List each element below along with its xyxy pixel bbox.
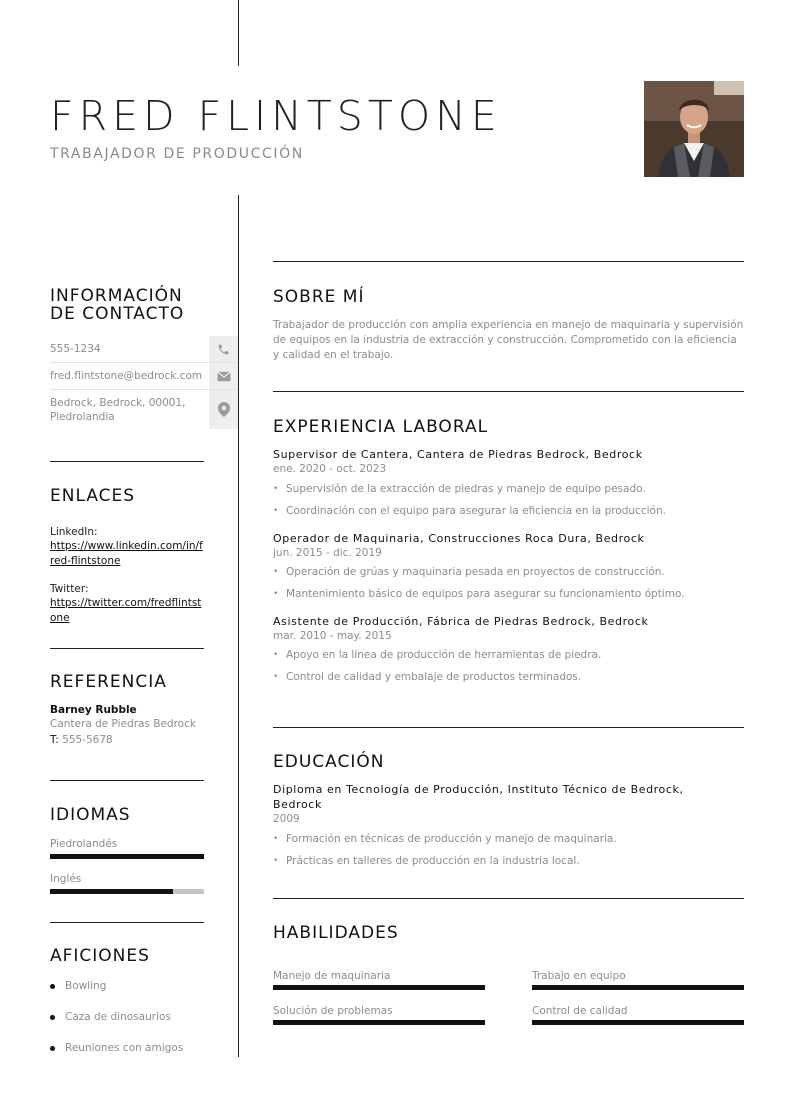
reference-title: REFERENCIA — [50, 672, 167, 692]
about-text: Trabajador de producción con amplia experiencia en manejo de maquinaria y supervisión de equipos en la industria de extracción y construcción. Comprometido con la eficiencia y calidad en el trabajo. — [273, 319, 744, 361]
hobbies-section — [50, 947, 204, 1073]
job-title: Operador de Maquinaria, Construcciones Roca Dura, Bedrock — [273, 532, 645, 545]
section-divider — [273, 261, 744, 262]
section-divider — [50, 461, 204, 462]
education-year: 2009 — [273, 813, 300, 825]
about-section — [273, 287, 744, 363]
job-entry — [273, 531, 744, 601]
job-date: jun. 2015 - dic. 2019 — [273, 547, 382, 559]
links-title: ENLACES — [50, 486, 136, 506]
mail-icon — [209, 363, 238, 389]
reference-phone: T: 555-5678 — [50, 734, 113, 746]
language-name: Inglés — [50, 873, 82, 885]
section-divider — [50, 780, 204, 781]
section-divider — [273, 391, 744, 392]
column-divider-line — [238, 195, 239, 1057]
top-divider-line — [238, 0, 239, 66]
contact-email-row — [50, 363, 238, 390]
job-bullet: • Apoyo en la línea de producción de herramientas de piedra. — [273, 648, 744, 662]
education-section — [273, 752, 744, 868]
job-title: Supervisor de Cantera, Cantera de Piedras Bedrock, Bedrock — [273, 448, 643, 461]
skills-section — [273, 923, 744, 943]
skill-name: Trabajo en equipo — [532, 970, 626, 982]
language-level-fill — [50, 889, 173, 894]
contact-email: fred.flintstone@bedrock.com — [50, 370, 203, 382]
contact-list — [50, 336, 238, 429]
contact-address-row — [50, 390, 238, 429]
bullet-dot — [50, 1015, 55, 1020]
phone-icon — [209, 336, 238, 362]
section-divider — [50, 648, 204, 649]
job-bullet: • Coordinación con el equipo para asegurar la eficiencia en la producción. — [273, 504, 744, 518]
bullet-dot — [50, 984, 55, 989]
language-level-bar — [50, 854, 204, 859]
about-title: SOBRE MÍ — [273, 287, 365, 307]
location-pin-icon — [209, 390, 238, 429]
reference-name: Barney Rubble — [50, 704, 137, 716]
link-item-twitter — [50, 582, 204, 625]
links-section — [50, 487, 204, 625]
contact-phone: 555-1234 — [50, 343, 101, 355]
hobby-item: Bowling — [50, 980, 204, 1011]
experience-title: EXPERIENCIA LABORAL — [273, 417, 489, 437]
resume-job-title: TRABAJADOR DE PRODUCCIÓN — [50, 146, 304, 162]
education-bullet: • Formación en técnicas de producción y manejo de maquinaria. — [273, 832, 744, 846]
job-date: ene. 2020 - oct. 2023 — [273, 463, 387, 475]
section-divider — [273, 727, 744, 728]
skills-title: HABILIDADES — [273, 923, 399, 943]
education-title: EDUCACIÓN — [273, 752, 385, 772]
link-label: LinkedIn: — [50, 526, 98, 538]
bullet-dot — [50, 1046, 55, 1051]
job-bullet: • Control de calidad y embalaje de productos terminados. — [273, 670, 744, 684]
reference-company: Cantera de Piedras Bedrock — [50, 718, 196, 730]
skill-item — [273, 970, 485, 990]
job-title: Asistente de Producción, Fábrica de Piedras Bedrock, Bedrock — [273, 615, 649, 628]
section-divider — [273, 898, 744, 899]
skill-level-bar — [273, 985, 485, 990]
job-bullet: • Mantenimiento básico de equipos para asegurar su funcionamiento óptimo. — [273, 587, 744, 601]
job-bullet: • Supervisión de la extracción de piedras y manejo de equipo pesado. — [273, 482, 744, 496]
link-label: Twitter: — [50, 583, 89, 595]
language-level-bar — [50, 889, 204, 894]
reference-section — [50, 673, 204, 746]
twitter-link[interactable]: https://twitter.com/fredflintstone — [50, 597, 202, 624]
hobby-item: Caza de dinosaurios — [50, 1011, 204, 1042]
language-level-fill — [50, 854, 204, 859]
skill-item — [532, 970, 744, 990]
languages-title: IDIOMAS — [50, 805, 131, 825]
hobbies-title: AFICIONES — [50, 946, 150, 966]
skill-level-bar — [273, 1020, 485, 1025]
experience-section — [273, 417, 744, 684]
skill-item — [273, 1005, 485, 1025]
language-item — [50, 873, 204, 894]
contact-phone-row — [50, 336, 238, 363]
languages-section — [50, 806, 204, 894]
skill-level-bar — [532, 985, 744, 990]
job-entry — [273, 447, 744, 518]
skill-item — [532, 1005, 744, 1025]
education-bullet: • Prácticas en talleres de producción en la industria local. — [273, 854, 744, 868]
job-bullet: • Operación de grúas y maquinaria pesada en proyectos de construcción. — [273, 565, 744, 579]
language-item — [50, 838, 204, 859]
skill-level-bar — [532, 1020, 744, 1025]
resume-name: FRED FLINTSTONE — [50, 92, 502, 140]
section-divider — [50, 922, 204, 923]
language-name: Piedrolandés — [50, 838, 118, 850]
link-item-linkedin — [50, 525, 204, 568]
education-degree: Diploma en Tecnología de Producción, Instituto Técnico de Bedrock, Bedrock — [273, 783, 684, 811]
job-date: mar. 2010 - may. 2015 — [273, 630, 392, 642]
contact-section-title: INFORMACIÓN DE CONTACTO — [50, 286, 185, 324]
contact-address: Bedrock, Bedrock, 00001, Piedrolandia — [50, 397, 186, 423]
skill-name: Manejo de maquinaria — [273, 970, 391, 982]
job-entry — [273, 614, 744, 684]
hobby-item: Reuniones con amigos — [50, 1042, 204, 1073]
linkedin-link[interactable]: https://www.linkedin.com/in/fred-flintstone — [50, 540, 203, 567]
profile-photo — [644, 81, 744, 177]
skill-name: Control de calidad — [532, 1005, 628, 1017]
skill-name: Solución de problemas — [273, 1005, 393, 1017]
